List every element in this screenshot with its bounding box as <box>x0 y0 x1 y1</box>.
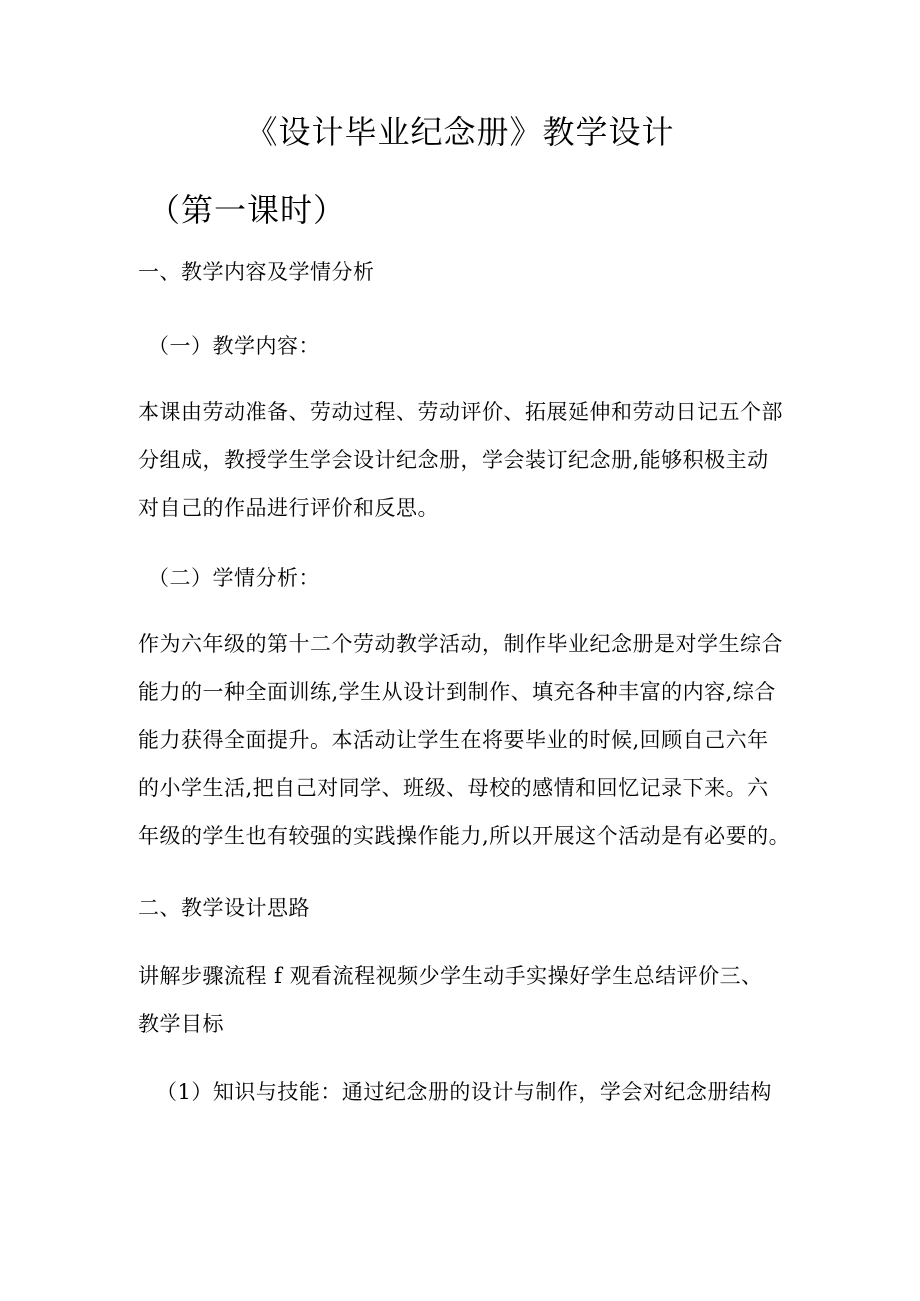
subsection-heading-learner-analysis: （二）学情分析： <box>148 566 320 590</box>
paragraph-line: 年级的学生也有较强的实践操作能力,所以开展这个活动是有必要的。 <box>138 824 791 848</box>
document-subtitle: （第一课时） <box>148 191 347 229</box>
paragraph-line: 能力获得全面提升。本活动让学生在将要毕业的时候,回顾自己六年 <box>138 728 769 752</box>
document-title: 《设计毕业纪念册》教学设计 <box>245 113 675 151</box>
section-heading-2: 二、教学设计思路 <box>138 896 310 920</box>
paragraph-line: 对自己的作品进行评价和反思。 <box>138 496 439 520</box>
paragraph-line: 本课由劳动准备、劳动过程、劳动评价、拓展延伸和劳动日记五个部 <box>138 400 783 424</box>
paragraph-line: 能力的一种全面训练,学生从设计到制作、填充各种丰富的内容,综合 <box>138 680 776 704</box>
paragraph-line: 作为六年级的第十二个劳动教学活动，制作毕业纪念册是对学生综合 <box>138 632 783 656</box>
paragraph-line: 讲解步骤流程 f 观看流程视频少学生动手实操好学生总结评价三、 <box>138 964 763 988</box>
section-heading-1: 一、教学内容及学情分析 <box>138 260 375 284</box>
paragraph-line: 分组成，教授学生学会设计纪念册，学会装订纪念册,能够积极主动 <box>138 448 769 472</box>
subsection-heading-teaching-content: （一）教学内容： <box>148 334 320 358</box>
paragraph-line: 教学目标 <box>138 1012 224 1036</box>
paragraph-line: 的小学生活,把自己对同学、班级、母校的感情和回忆记录下来。六 <box>138 776 769 800</box>
objective-item-1: （1）知识与技能：通过纪念册的设计与制作，学会对纪念册结构 <box>156 1080 772 1104</box>
